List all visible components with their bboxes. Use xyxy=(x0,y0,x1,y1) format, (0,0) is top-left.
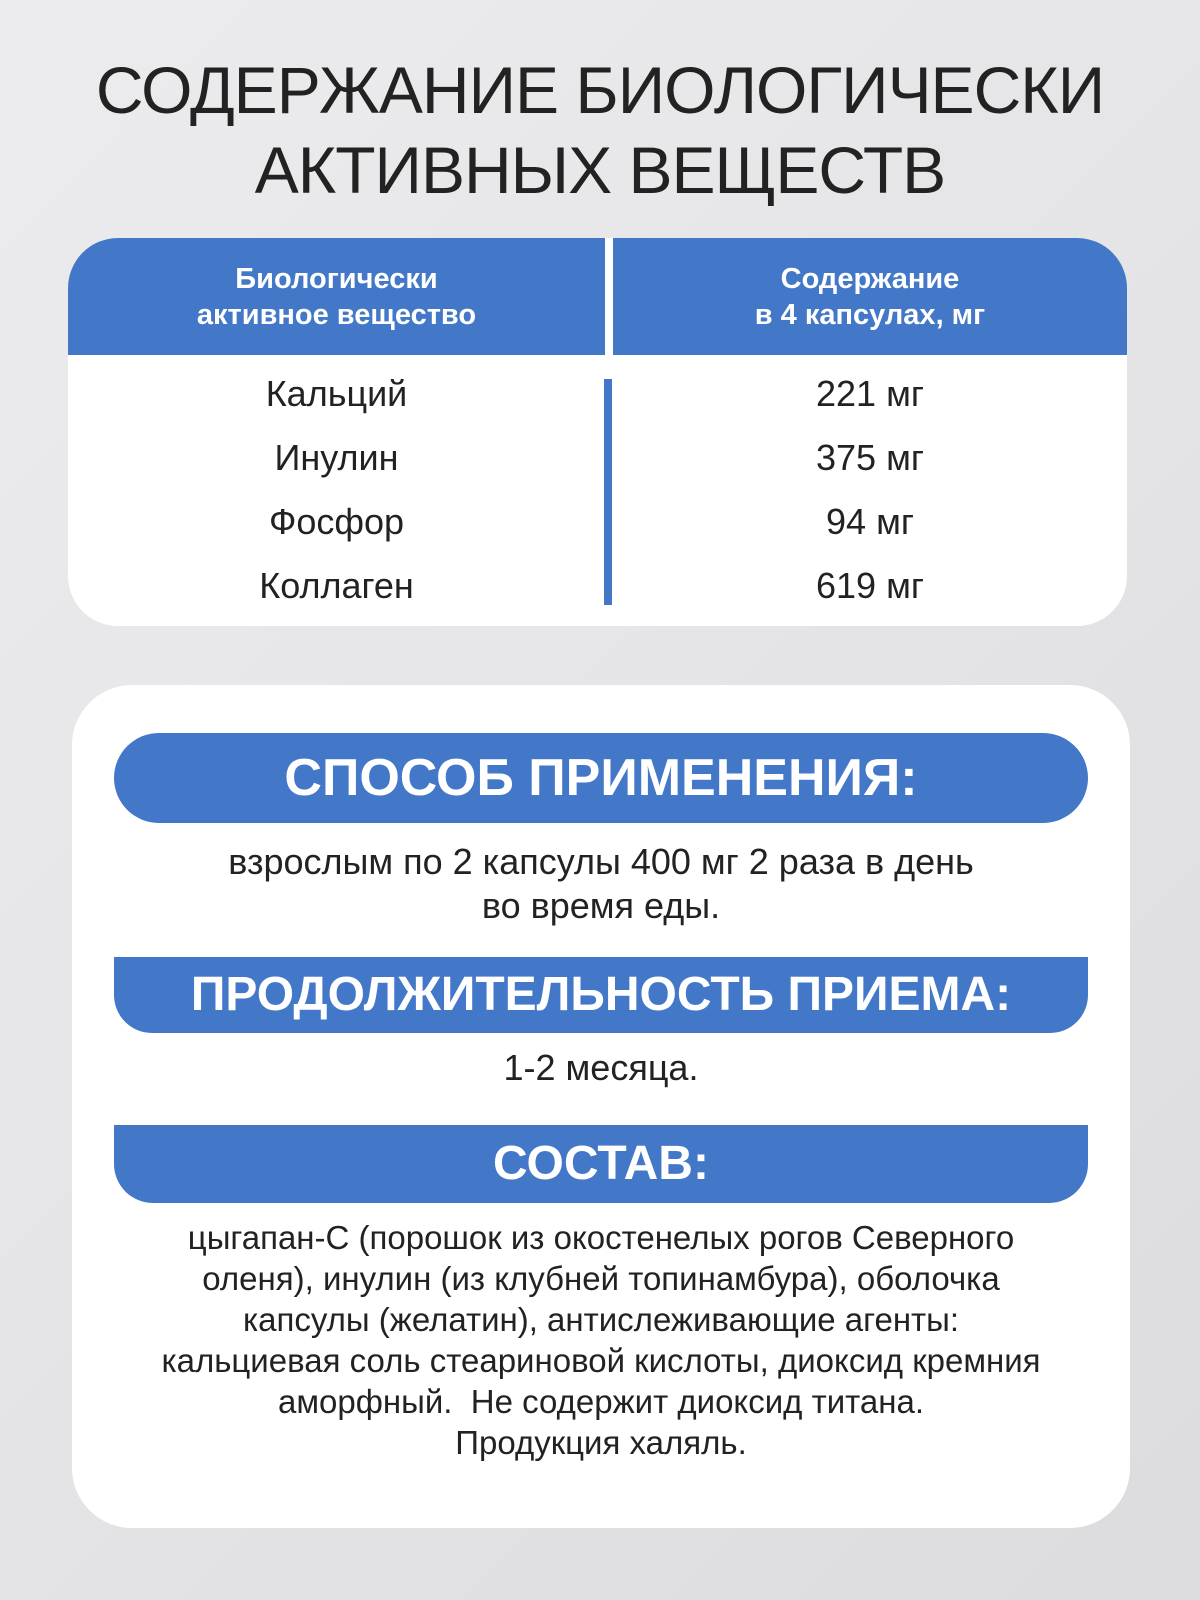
substance-name: Фосфор xyxy=(268,501,405,542)
header-content-line-1: Содержание xyxy=(780,262,960,295)
substance-name: Инулин xyxy=(274,437,399,478)
nutrient-table xyxy=(68,238,1127,626)
usage-text-line: во время еды. xyxy=(481,885,721,926)
header-content-line-2: в 4 капсулах, мг xyxy=(754,298,986,331)
composition-text-line: кальциевая соль стеариновой кислоты, диоксид кремния xyxy=(161,1342,1041,1379)
page-title xyxy=(0,50,1200,210)
usage-heading: СПОСОБ ПРИМЕНЕНИЯ: xyxy=(114,733,1088,823)
composition-text-line: Продукция халяль. xyxy=(455,1424,747,1461)
table-row xyxy=(68,362,1127,426)
table-header-substance xyxy=(68,238,605,355)
table-header-content xyxy=(613,238,1127,355)
table-row xyxy=(68,490,1127,554)
composition-text xyxy=(92,1217,1110,1463)
substance-name: Кальций xyxy=(265,373,408,414)
usage-text-line: взрослым по 2 капсулы 400 мг 2 раза в день xyxy=(228,841,974,882)
title-line-2: АКТИВНЫХ ВЕЩЕСТВ xyxy=(254,133,946,207)
composition-text-line: капсулы (желатин), антислеживающие агенты: xyxy=(242,1301,960,1338)
composition-text-line: оленя), инулин (из клубней топинамбура), оболочка xyxy=(202,1260,1000,1297)
info-card xyxy=(72,685,1130,1528)
substance-name: Коллаген xyxy=(259,565,414,606)
header-substance-line-1: Биологически xyxy=(235,262,438,295)
substance-value: 375 мг xyxy=(816,437,924,478)
duration-heading: ПРОДОЛЖИТЕЛЬНОСТЬ ПРИЕМА: xyxy=(114,957,1088,1033)
table-row xyxy=(68,426,1127,490)
table-body xyxy=(68,362,1127,618)
title-line-1: СОДЕРЖАНИЕ БИОЛОГИЧЕСКИ xyxy=(95,53,1105,127)
table-row xyxy=(68,554,1127,618)
substance-value: 221 мг xyxy=(816,373,924,414)
duration-text-line: 1-2 месяца. xyxy=(503,1047,699,1088)
header-substance-line-2: активное вещество xyxy=(196,298,477,331)
duration-text xyxy=(92,1046,1110,1090)
composition-text-line: аморфный. Не содержит диоксид титана. xyxy=(278,1383,924,1420)
composition-heading: СОСТАВ: xyxy=(114,1125,1088,1203)
substance-value: 619 мг xyxy=(816,565,924,606)
composition-text-line: цыгапан-С (порошок из окостенелых рогов Северного xyxy=(187,1219,1015,1256)
usage-text xyxy=(92,840,1110,928)
substance-value: 94 мг xyxy=(826,501,914,542)
